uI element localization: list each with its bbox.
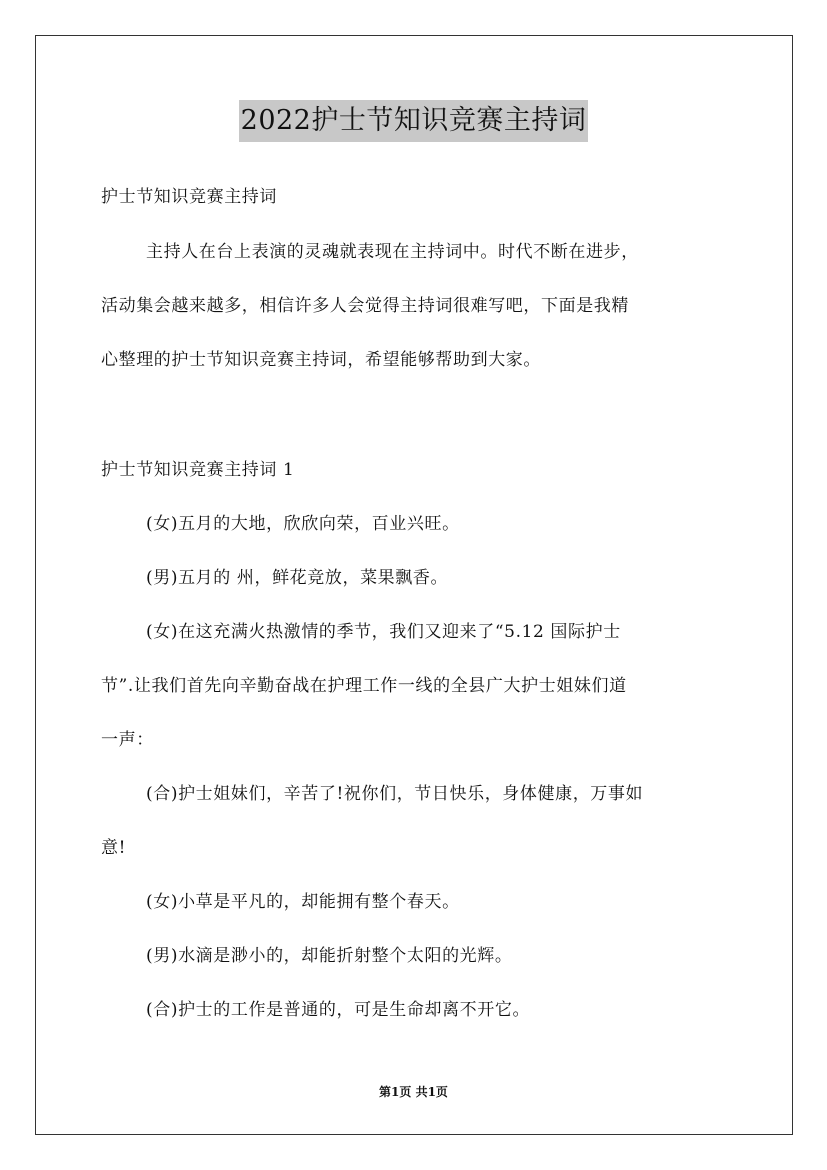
dialogue-line: (合)护士姐妹们，辛苦了!祝你们，节日快乐，身体健康，万事如: [146, 784, 644, 804]
dialogue-line: (合)护士的工作是普通的，可是生命却离不开它。: [146, 1000, 531, 1020]
dialogue-line: (男)水滴是渺小的，却能折射整个太阳的光辉。: [146, 946, 513, 966]
dialogue-line-continued: 意!: [101, 838, 127, 858]
dialogue-line: (女)在这充满火热激情的季节，我们又迎来了“5.12 国际护士: [146, 622, 621, 642]
page-number: 第1页 共1页: [379, 1085, 448, 1099]
dialogue-line-continued: 节”.让我们首先向辛勤奋战在护理工作一线的全县广大护士姐妹们道: [101, 676, 627, 696]
intro-paragraph-line-3: 心整理的护士节知识竞赛主持词，希望能够帮助到大家。: [101, 350, 541, 370]
subsection-heading: 护士节知识竞赛主持词 1: [101, 460, 295, 480]
dialogue-line: (女)小草是平凡的，却能拥有整个春天。: [146, 892, 460, 912]
document-title: 2022护士节知识竞赛主持词: [239, 100, 589, 142]
section-heading: 护士节知识竞赛主持词: [101, 187, 277, 207]
intro-paragraph-line-1: 主持人在台上表演的灵魂就表现在主持词中。时代不断在进步，: [146, 242, 639, 262]
title-container: [0, 100, 827, 142]
dialogue-line: (男)五月的 州，鲜花竞放，菜果飘香。: [146, 568, 449, 588]
dialogue-line: (女)五月的大地，欣欣向荣，百业兴旺。: [146, 514, 460, 534]
intro-paragraph-line-2: 活动集会越来越多，相信许多人会觉得主持词很难写吧，下面是我精: [101, 296, 629, 316]
dialogue-line-continued: 一声：: [101, 730, 154, 750]
